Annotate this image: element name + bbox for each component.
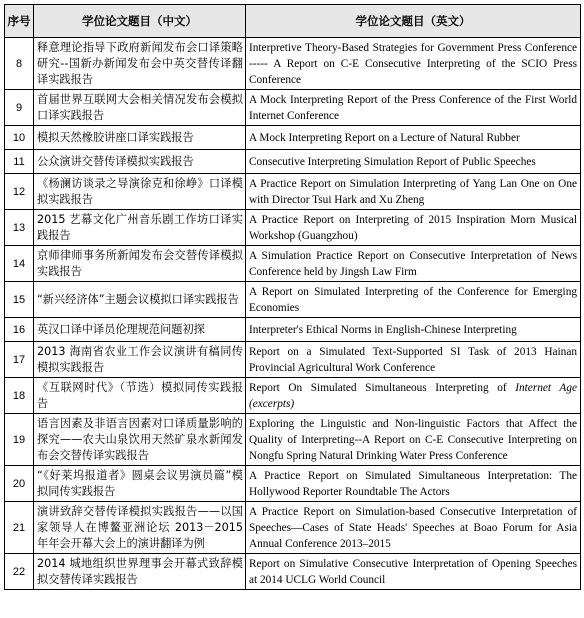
- table-row: [5, 246, 581, 282]
- row-title-en: Interpreter's Ethical Norms in English-Chinese Interpreting: [246, 318, 581, 342]
- row-title-en: A Practice Report on Interpreting of 2015 Inspiration Morn Musical Workshop (Guangzhou): [246, 210, 581, 246]
- table-row: [5, 210, 581, 246]
- thesis-titles-table: [4, 4, 581, 590]
- row-title-zh: 释意理论指导下政府新闻发布会口译策略研究--国新办新闻发布会中英交替传译翻译实践报告: [34, 38, 246, 90]
- row-num: 20: [5, 466, 34, 502]
- table-row: [5, 126, 581, 150]
- row-num: 9: [5, 90, 34, 126]
- table-row: [5, 414, 581, 466]
- table-wrapper: [4, 4, 580, 590]
- row-title-en: A Mock Interpreting Report of the Press Conference of the First World Internet Conference: [246, 90, 581, 126]
- row-title-en: A Report on Simulated Interpreting of the Conference for Emerging Economies: [246, 282, 581, 318]
- table-row: [5, 466, 581, 502]
- row-title-zh: 语言因素及非语言因素对口译质量影响的探究——农夫山泉饮用天然矿泉水新闻发布会交替传译实践报告: [34, 414, 246, 466]
- row-num: 19: [5, 414, 34, 466]
- header-row: [5, 5, 581, 38]
- row-num: 17: [5, 342, 34, 378]
- table-row: [5, 554, 581, 590]
- row-title-en: Exploring the Linguistic and Non-linguistic Factors that Affect the Quality of Interpreting--A Report on C-E Consecutive Interpreting on Nongfu Spring Natural Drinking Water Press Conference: [246, 414, 581, 466]
- row-title-zh: 2015 艺幕文化广州音乐剧工作坊口译实践报告: [34, 210, 246, 246]
- row-title-en: A Practice Report on Simulated Simultaneous Interpretation: The Hollywood Reporter Roundtable The Actors: [246, 466, 581, 502]
- row-title-zh: 2014 城地组织世界理事会开幕式致辞模拟交替传译实践报告: [34, 554, 246, 590]
- row-num: 21: [5, 502, 34, 554]
- table-row: [5, 378, 581, 414]
- row-title-en: Consecutive Interpreting Simulation Report of Public Speeches: [246, 150, 581, 174]
- row-title-en: A Mock Interpreting Report on a Lecture of Natural Rubber: [246, 126, 581, 150]
- row-title-zh: 演讲致辞交替传译模拟实践报告——以国家领导人在博鳌亚洲论坛 2013－2015 年年会开幕大会上的演讲翻译为例: [34, 502, 246, 554]
- row-num: 10: [5, 126, 34, 150]
- table-row: [5, 342, 581, 378]
- row-title-zh: 京师律师事务所新闻发布会交替传译模拟实践报告: [34, 246, 246, 282]
- row-title-zh: 公众演讲交替传译模拟实践报告: [34, 150, 246, 174]
- row-num: 13: [5, 210, 34, 246]
- table-row: [5, 282, 581, 318]
- header-num: 序号: [5, 5, 34, 38]
- table-row: [5, 150, 581, 174]
- table-row: [5, 502, 581, 554]
- row-title-zh: 《互联网时代》（节选）模拟同传实践报告: [34, 378, 246, 414]
- row-title-zh: 首届世界互联网大会相关情况发布会模拟口译实践报告: [34, 90, 246, 126]
- row-num: 12: [5, 174, 34, 210]
- row-num: 14: [5, 246, 34, 282]
- row-num: 11: [5, 150, 34, 174]
- header-en: 学位论文题目（英文）: [246, 5, 581, 38]
- row-num: 18: [5, 378, 34, 414]
- row-num: 15: [5, 282, 34, 318]
- table-row: [5, 90, 581, 126]
- row-title-en-plain: Report On Simulated Simultaneous Interpreting of: [249, 381, 516, 394]
- row-title-en: [246, 378, 581, 414]
- row-title-zh: 《杨澜访谈录之导演徐克和徐峥》口译模拟实践报告: [34, 174, 246, 210]
- row-title-zh: 模拟天然橡胶讲座口译实践报告: [34, 126, 246, 150]
- table-row: [5, 38, 581, 90]
- row-title-en: A Practice Report on Simulation Interpreting of Yang Lan One on One with Director Tsui Hark and Xu Zheng: [246, 174, 581, 210]
- row-num: 8: [5, 38, 34, 90]
- row-title-en: Interpretive Theory-Based Strategies for Government Press Conference ----- A Report on C-E Consecutive Interpreting of the SCIO Press Conference: [246, 38, 581, 90]
- row-title-zh: 英汉口译中译员伦理规范问题初探: [34, 318, 246, 342]
- row-title-en: Report on a Simulated Text-Supported SI Task of 2013 Hainan Provincial Agricultural Work Conference: [246, 342, 581, 378]
- row-num: 16: [5, 318, 34, 342]
- row-title-en-italic: Internet Age (excerpts): [249, 381, 577, 410]
- table-row: [5, 318, 581, 342]
- header-zh: 学位论文题目（中文）: [34, 5, 246, 38]
- row-title-en: A Practice Report on Simulation-based Consecutive Interpretation of Speeches—Cases of State Heads' Speeches at Boao Forum for Asia Annual Conference 2013–2015: [246, 502, 581, 554]
- row-title-zh: 2013 海南省农业工作会议演讲有稿同传模拟实践报告: [34, 342, 246, 378]
- row-num: 22: [5, 554, 34, 590]
- table-row: [5, 174, 581, 210]
- row-title-en: Report on Simulative Consecutive Interpretation of Opening Speeches at 2014 UCLG World Council: [246, 554, 581, 590]
- row-title-en: A Simulation Practice Report on Consecutive Interpretation of News Conference held by Jingsh Law Firm: [246, 246, 581, 282]
- row-title-zh: “新兴经济体”主题会议模拟口译实践报告: [34, 282, 246, 318]
- row-title-zh: “《好莱坞报道者》圆桌会议男演员篇”模拟同传实践报告: [34, 466, 246, 502]
